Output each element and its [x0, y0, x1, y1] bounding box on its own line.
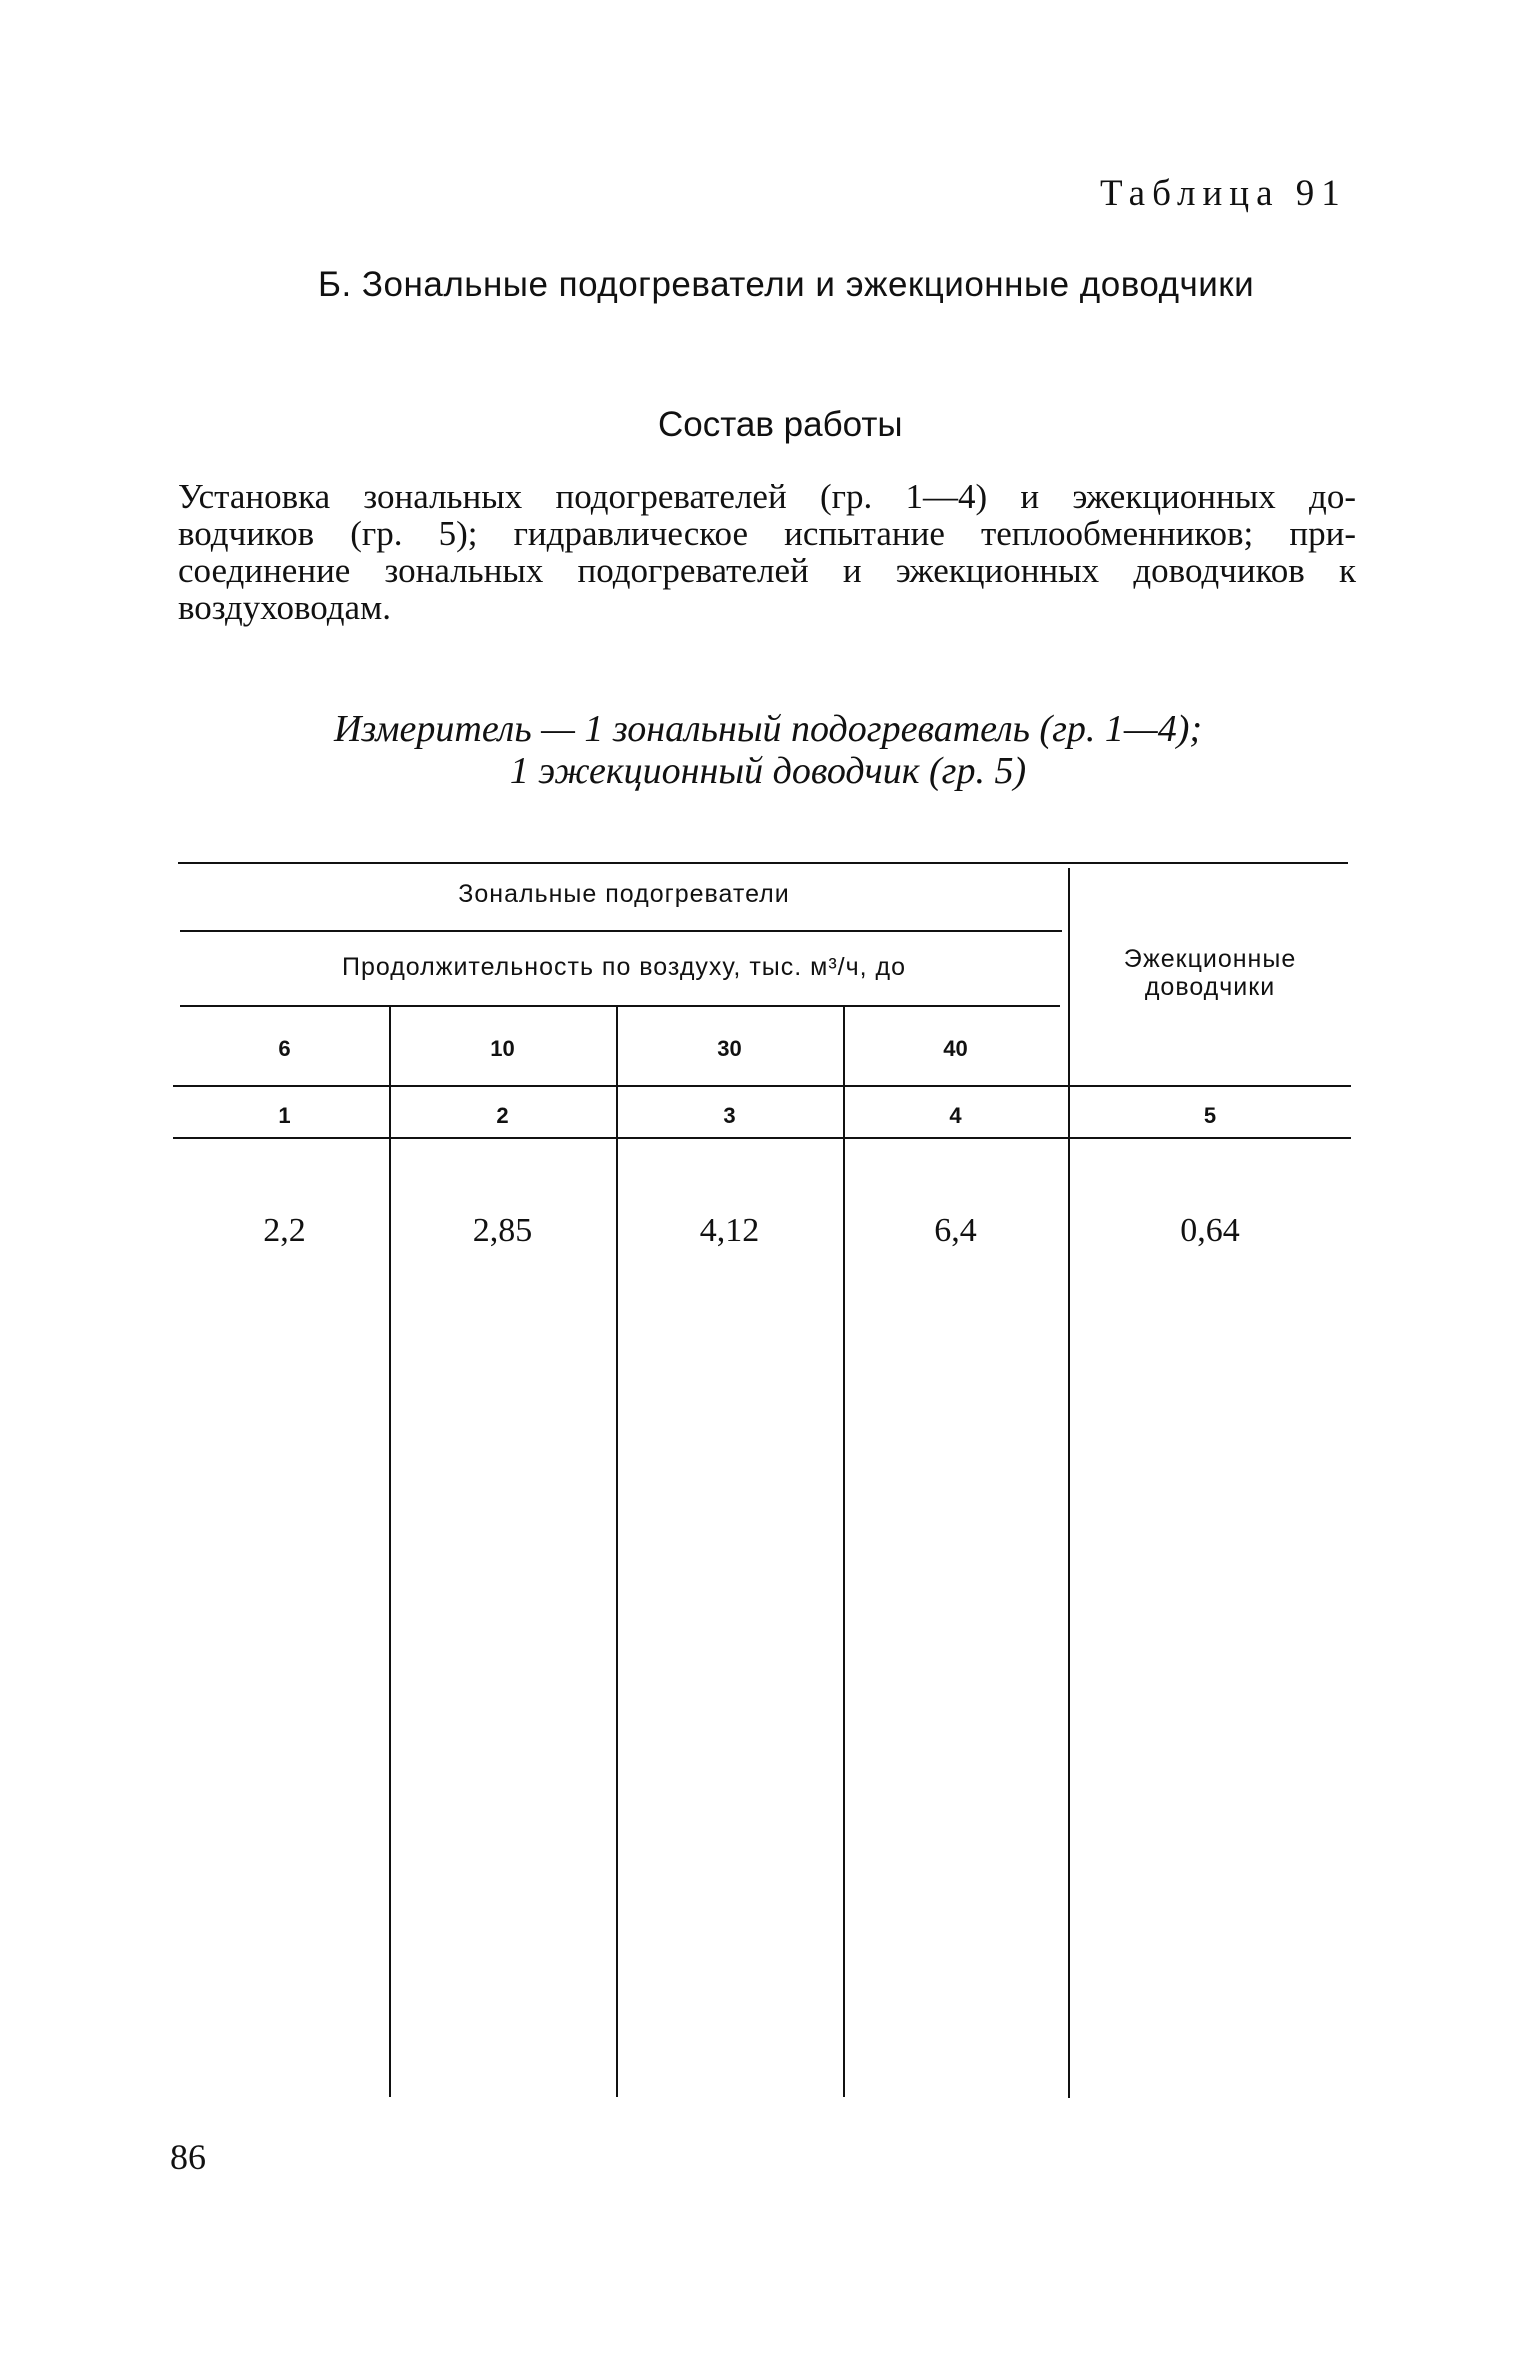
capacity-30: 30 — [717, 1036, 742, 1061]
column-divider — [843, 1007, 845, 2097]
value-cell: 2,85 — [472, 1212, 533, 1249]
capacity-6: 6 — [278, 1036, 291, 1061]
composition-line: водчиков (гр. 5); гидравлическое испытание теплообменников; при- — [178, 514, 1356, 553]
capacity-subheader: Продолжительность по воздуху, тыс. м³/ч, до — [341, 953, 906, 981]
column-number: 4 — [949, 1103, 962, 1128]
section-title: Б. Зональные подогреватели и эжекционные доводчики — [318, 265, 1255, 304]
header-bottom-rule — [173, 1137, 1351, 1139]
column-divider — [616, 1007, 618, 2097]
composition-line: соединение зональных подогревателей и эжекционных доводчиков к — [178, 551, 1356, 590]
composition-text — [178, 478, 1356, 626]
column-divider — [1068, 868, 1070, 2098]
value-cell: 4,12 — [699, 1212, 760, 1249]
composition-title: Состав работы — [658, 405, 903, 444]
capacity-40: 40 — [943, 1036, 968, 1061]
measure-unit — [178, 708, 1358, 792]
column-divider — [389, 1007, 391, 2097]
page-number: 86 — [170, 2137, 206, 2177]
column-number: 1 — [278, 1103, 291, 1128]
value-cell: 2,2 — [263, 1212, 306, 1249]
capacity-10: 10 — [490, 1036, 515, 1061]
ejector-header — [1070, 945, 1350, 1001]
group-header: Зональные подогреватели — [458, 880, 790, 908]
column-number: 2 — [496, 1103, 509, 1128]
table-label: Таблица 91 — [1100, 173, 1347, 214]
measure-line-1: Измеритель — 1 зональный подогреватель (гр. 1—4); — [333, 708, 1203, 750]
table-top-rule — [178, 862, 1348, 864]
composition-line: Установка зональных подогревателей (гр. 1—4) и эжекционных до- — [178, 477, 1356, 516]
column-number: 5 — [1203, 1103, 1217, 1128]
value-cell: 6,4 — [934, 1212, 977, 1249]
measure-line-2: 1 эжекционный доводчик (гр. 5) — [509, 750, 1027, 792]
header-rule — [180, 1005, 1060, 1007]
ejector-header-line: доводчики — [1144, 973, 1276, 1001]
header-rule — [173, 1085, 1351, 1087]
column-number: 3 — [723, 1103, 736, 1128]
ejector-header-line: Эжекционные — [1123, 945, 1297, 973]
value-cell: 0,64 — [1180, 1212, 1240, 1249]
composition-line: воздуховодам. — [178, 588, 391, 627]
header-rule — [180, 930, 1062, 932]
